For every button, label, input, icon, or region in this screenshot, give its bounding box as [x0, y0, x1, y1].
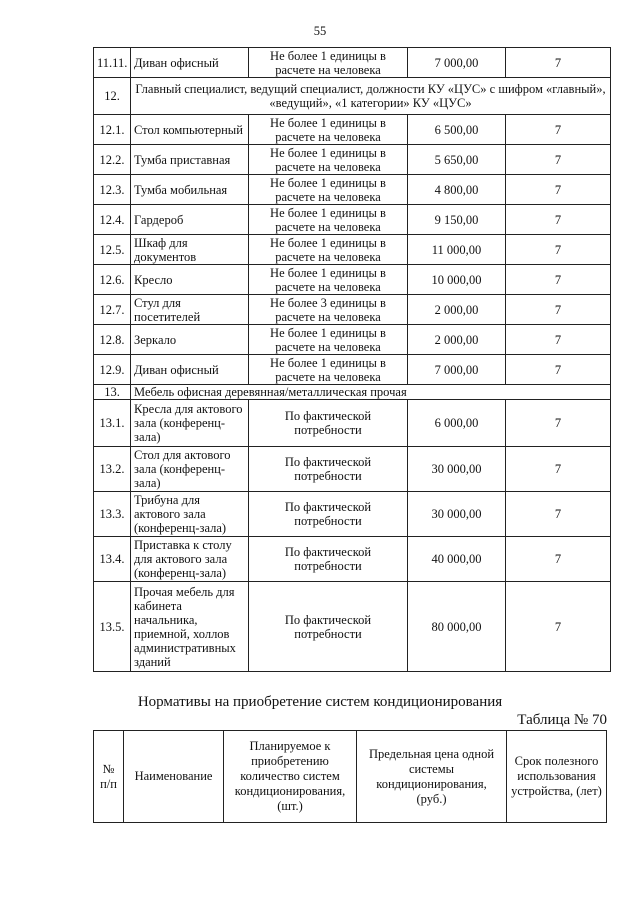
table-row: [94, 447, 611, 492]
row-number: 12.9.: [94, 355, 131, 385]
item-term: 7: [506, 537, 611, 582]
item-name: Кресло: [131, 265, 249, 295]
item-price: 40 000,00: [408, 537, 506, 582]
table-label: Таблица № 70: [517, 712, 607, 728]
section-heading: Мебель офисная деревянная/металлическая прочая: [131, 385, 611, 400]
item-price: 80 000,00: [408, 582, 506, 672]
air-conditioning-norms-table: [93, 730, 607, 823]
item-name: Диван офисный: [131, 355, 249, 385]
item-quantity: По фактической потребности: [249, 537, 408, 582]
item-name: Зеркало: [131, 325, 249, 355]
row-number: 12.8.: [94, 325, 131, 355]
table-row: [94, 145, 611, 175]
item-name: Шкаф для документов: [131, 235, 249, 265]
item-price: 30 000,00: [408, 447, 506, 492]
table-row: [94, 582, 611, 672]
item-term: 7: [506, 265, 611, 295]
row-number: 13.: [94, 385, 131, 400]
table-row: [94, 115, 611, 145]
row-number: 12.5.: [94, 235, 131, 265]
table-row-section: [94, 385, 611, 400]
item-name: Трибуна для актового зала (конференц-зала): [131, 492, 249, 537]
table-row-section: [94, 78, 611, 115]
table-row: [94, 205, 611, 235]
row-number: 13.5.: [94, 582, 131, 672]
item-quantity: Не более 1 единицы в расчете на человека: [249, 355, 408, 385]
item-term: 7: [506, 175, 611, 205]
item-term: 7: [506, 325, 611, 355]
item-quantity: Не более 1 единицы в расчете на человека: [249, 205, 408, 235]
item-term: 7: [506, 400, 611, 447]
item-term: 7: [506, 492, 611, 537]
item-name: Стол компьютерный: [131, 115, 249, 145]
item-price: 11 000,00: [408, 235, 506, 265]
item-quantity: Не более 1 единицы в расчете на человека: [249, 235, 408, 265]
item-term: 7: [506, 355, 611, 385]
item-name: Стол для актового зала (конференц-зала): [131, 447, 249, 492]
table-row: [94, 537, 611, 582]
item-price: 2 000,00: [408, 325, 506, 355]
item-term: 7: [506, 145, 611, 175]
item-term: 7: [506, 205, 611, 235]
item-quantity: По фактической потребности: [249, 400, 408, 447]
section-title: Нормативы на приобретение систем кондиционирования: [137, 694, 503, 710]
row-number: 13.1.: [94, 400, 131, 447]
item-quantity: Не более 1 единицы в расчете на человека: [249, 175, 408, 205]
item-price: 7 000,00: [408, 355, 506, 385]
row-number: 13.4.: [94, 537, 131, 582]
item-term: 7: [506, 582, 611, 672]
table-row: [94, 295, 611, 325]
item-price: 7 000,00: [408, 48, 506, 78]
item-term: 7: [506, 48, 611, 78]
row-number: 12.7.: [94, 295, 131, 325]
item-name: Стул для посетителей: [131, 295, 249, 325]
table-row: [94, 235, 611, 265]
item-name: Тумба мобильная: [131, 175, 249, 205]
row-number: 12.2.: [94, 145, 131, 175]
header-num: № п/п: [94, 731, 124, 823]
item-name: Прочая мебель для кабинета начальника, приемной, холлов административных зданий: [131, 582, 249, 672]
row-number: 11.11.: [94, 48, 131, 78]
item-name: Приставка к столу для актового зала (конференц-зала): [131, 537, 249, 582]
header-term: Срок полезного использования устройства, (лет): [507, 731, 607, 823]
row-number: 12.6.: [94, 265, 131, 295]
table-row: [94, 355, 611, 385]
item-price: 10 000,00: [408, 265, 506, 295]
item-price: 9 150,00: [408, 205, 506, 235]
item-quantity: Не более 1 единицы в расчете на человека: [249, 325, 408, 355]
item-quantity: Не более 1 единицы в расчете на человека: [249, 265, 408, 295]
table-row: [94, 492, 611, 537]
item-price: 6 500,00: [408, 115, 506, 145]
header-row: [94, 731, 607, 823]
item-name: Кресла для актового зала (конференц-зала): [131, 400, 249, 447]
item-quantity: Не более 1 единицы в расчете на человека: [249, 48, 408, 78]
item-price: 5 650,00: [408, 145, 506, 175]
row-number: 13.3.: [94, 492, 131, 537]
section-heading: Главный специалист, ведущий специалист, должности КУ «ЦУС» с шифром «главный», «ведущий», «1 категории» КУ «ЦУС»: [131, 78, 611, 115]
table-row: [94, 175, 611, 205]
row-number: 12.: [94, 78, 131, 115]
item-quantity: По фактической потребности: [249, 492, 408, 537]
page-number: 55: [313, 24, 327, 38]
item-quantity: По фактической потребности: [249, 447, 408, 492]
item-quantity: Не более 1 единицы в расчете на человека: [249, 145, 408, 175]
item-term: 7: [506, 235, 611, 265]
table-row: [94, 265, 611, 295]
item-term: 7: [506, 295, 611, 325]
item-name: Гардероб: [131, 205, 249, 235]
row-number: 12.4.: [94, 205, 131, 235]
row-number: 13.2.: [94, 447, 131, 492]
header-quantity: Планируемое к приобретению количество систем кондиционирования, (шт.): [224, 731, 357, 823]
table-row: [94, 400, 611, 447]
item-quantity: Не более 3 единицы в расчете на человека: [249, 295, 408, 325]
item-term: 7: [506, 115, 611, 145]
item-name: Диван офисный: [131, 48, 249, 78]
row-number: 12.3.: [94, 175, 131, 205]
item-term: 7: [506, 447, 611, 492]
furniture-norms-table: [93, 47, 611, 672]
item-quantity: По фактической потребности: [249, 582, 408, 672]
row-number: 12.1.: [94, 115, 131, 145]
item-price: 6 000,00: [408, 400, 506, 447]
item-price: 30 000,00: [408, 492, 506, 537]
table-row: [94, 48, 611, 78]
item-quantity: Не более 1 единицы в расчете на человека: [249, 115, 408, 145]
header-name: Наименование: [124, 731, 224, 823]
item-price: 2 000,00: [408, 295, 506, 325]
table-row: [94, 325, 611, 355]
item-name: Тумба приставная: [131, 145, 249, 175]
item-price: 4 800,00: [408, 175, 506, 205]
header-price: Предельная цена одной системы кондиционирования, (руб.): [357, 731, 507, 823]
